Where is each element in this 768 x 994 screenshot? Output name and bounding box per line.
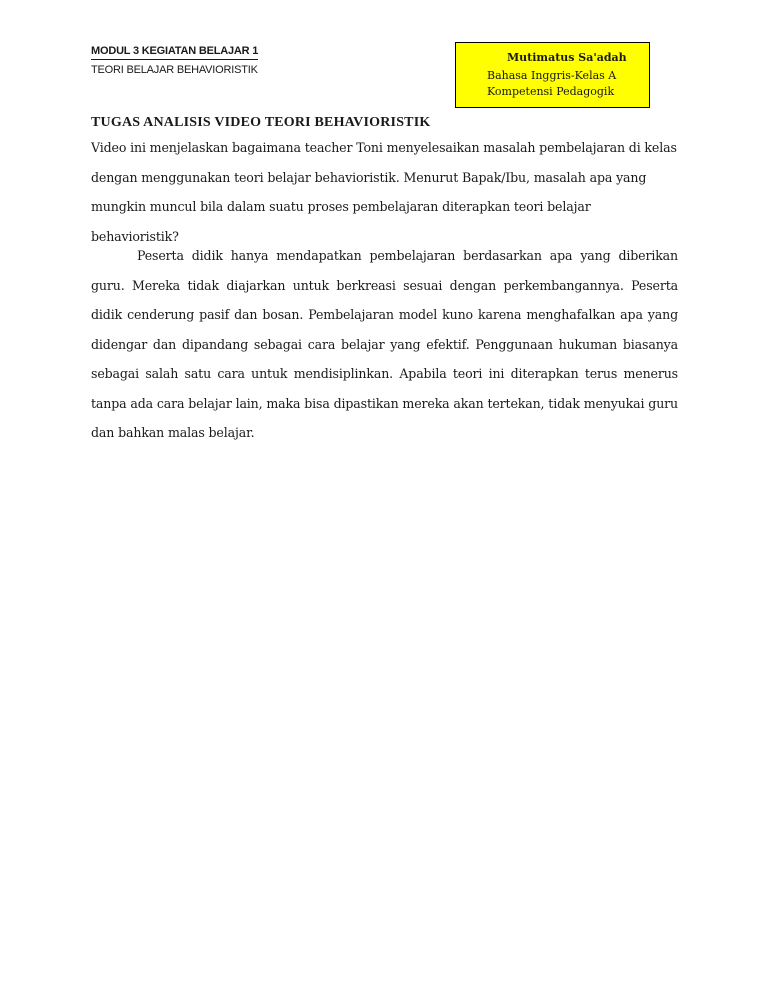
author-competence: Kompetensi Pedagogik <box>487 85 615 98</box>
answer-paragraph: Peserta didik hanya mendapatkan pembelajaran berdasarkan apa yang diberikan guru. Mereka tidak diajarkan untuk berkreasi sesuai dengan perkembangannya. Peserta didik cenderung pasif dan bosan. Pembelajaran model kuno karena menghafalkan apa yang didengar dan dipandang sebagai cara belajar yang efektif. Penggunaan hukuman biasanya sebagai salah satu cara untuk mendisiplinkan. Apabila teori ini diterapkan terus menerus tanpa ada cara belajar lain, maka bisa dipastikan mereka akan tertekan, tidak menyukai guru dan bahkan malas belajar. <box>91 248 678 440</box>
topic-label: TEORI BELAJAR BEHAVIORISTIK <box>91 64 258 76</box>
page-title: TUGAS ANALISIS VIDEO TEORI BEHAVIORISTIK <box>91 115 431 130</box>
author-name: Mutimatus Sa'adah <box>507 51 627 64</box>
module-label: MODUL 3 KEGIATAN BELAJAR 1 <box>91 44 258 60</box>
question-paragraph: Video ini menjelaskan bagaimana teacher Toni menyelesaikan masalah pembelajaran di kelas dengan menggunakan teori belajar behavioristik. Menurut Bapak/Ibu, masalah apa yang mungkin muncul bila dalam suatu proses pembelajaran diterapkan teori belajar behavioristik? <box>91 140 677 244</box>
document-header <box>91 44 258 78</box>
author-info-box <box>455 42 650 108</box>
author-class: Bahasa Inggris-Kelas A <box>487 69 617 82</box>
